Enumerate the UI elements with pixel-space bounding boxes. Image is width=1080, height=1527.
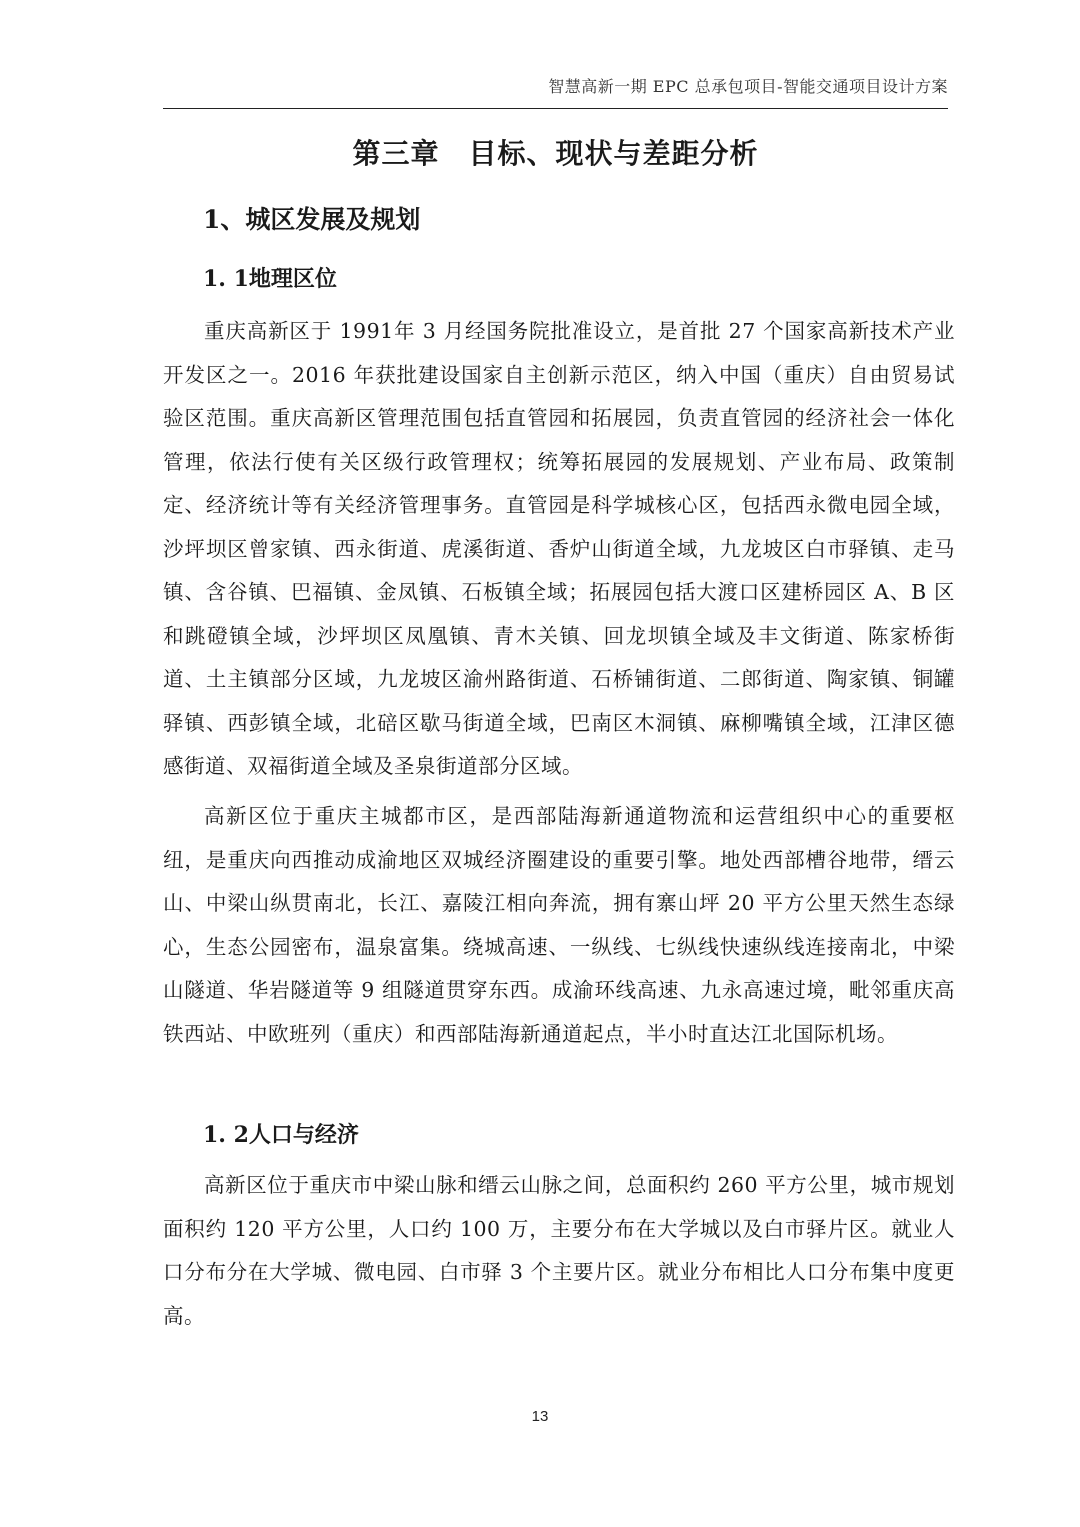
- paragraph-population-1: 高新区位于重庆市中梁山脉和缙云山脉之间，总面积约 260 平方公里，城市规划面积约 120 平方公里，人口约 100 万，主要分布在大学城以及白市驿片区。就业人口分布分在大学城、微电园、白市驿 3 个主要片区。就业分布相比人口分布集中度更高。: [163, 1173, 955, 1328]
- subsection-heading-geography: 1. 1地理区位: [203, 266, 337, 292]
- paragraph-geography-2: 高新区位于重庆主城都市区，是西部陆海新通道物流和运营组织中心的重要枢纽，是重庆向西推动成渝地区双城经济圈建设的重要引擎。地处西部槽谷地带，缙云山、中梁山纵贯南北，长江、嘉陵江相向奔流，拥有寨山坪 20 平方公里天然生态绿心，生态公园密布，温泉富集。绕城高速、一纵线、七纵线快速纵线连接南北，中梁山隧道、华岩隧道等 9 组隧道贯穿东西。成渝环线高速、九永高速过境，毗邻重庆高铁西站、中欧班列（重庆）和西部陆海新通道起点，半小时直达江北国际机场。: [163, 804, 955, 1046]
- chapter-title: 第三章 目标、现状与差距分析: [352, 137, 759, 170]
- page-number: 13: [531, 1408, 549, 1425]
- section-heading: 1、城区发展及规划: [203, 205, 421, 234]
- paragraph-geography-1: 重庆高新区于 1991年 3 月经国务院批准设立，是首批 27 个国家高新技术产业开发区之一。2016 年获批建设国家自主创新示范区，纳入中国（重庆）自由贸易试验区范围。重庆高新区管理范围包括直管园和拓展园，负责直管园的经济社会一体化管理，依法行使有关区级行政管理权；统筹拓展园的发展规划、产业布局、政策制定、经济统计等有关经济管理事务。直管园是科学城核心区，包括西永微电园全域，沙坪坝区曾家镇、西永街道、虎溪街道、香炉山街道全域，九龙坡区白市驿镇、走马镇、含谷镇、巴福镇、金凤镇、石板镇全域；拓展园包括大渡口区建桥园区 A、B 区和跳磴镇全域，沙坪坝区凤凰镇、青木关镇、回龙坝镇全域及丰文街道、陈家桥街道、土主镇部分区域，九龙坡区渝州路街道、石桥铺街道、二郎街道、陶家镇、铜罐驿镇、西彭镇全域，北碚区歇马街道全域，巴南区木洞镇、麻柳嘴镇全域，江津区德感街道、双福街道全域及圣泉街道部分区域。: [163, 319, 955, 778]
- subsection-heading-population: 1. 2人口与经济: [203, 1122, 359, 1148]
- running-header-title: 智慧高新一期 EPC 总承包项目-智能交通项目设计方案: [548, 77, 948, 96]
- header-divider: [163, 108, 948, 109]
